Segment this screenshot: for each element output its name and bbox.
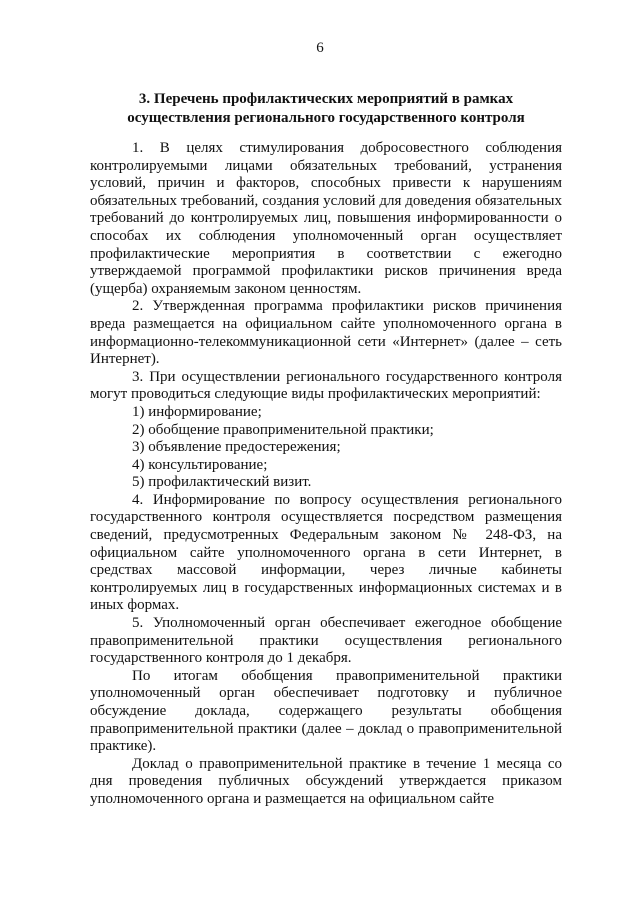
paragraph-1: 1. В целях стимулирования добросовестного соблюдения контролируемыми лицами обязательных требований, устранения условий, причин и факторов, способных привести к нарушениям обязательных требований, создания условий для доведения обязательных требований до контролируемых лиц, повышения информированности о способах их соблюдения уполномоченный орган осуществляет профилактические мероприятия в соответствии с ежегодно утверждаемой программой профилактики рисков причинения вреда (ущерба) охраняемым законом ценностям. (90, 140, 562, 297)
paragraph-7: Доклад о правоприменительной практике в течение 1 месяца со дня проведения публичных обсуждений утверждается приказом уполномоченного органа и размещается на официальном сайте (90, 755, 562, 807)
paragraph-3: 3. При осуществлении регионального государственного контроля могут проводиться следующие виды профилактических мероприятий: (90, 368, 562, 403)
list-item: 5) профилактический визит. (132, 474, 312, 491)
document-body (90, 140, 562, 809)
section-heading (90, 90, 562, 128)
page-number: 6 (316, 40, 324, 56)
list-item: 4) консультирование; (132, 456, 268, 473)
paragraph-6: По итогам обобщения правоприменительной практики уполномоченный орган обеспечивает подготовку и публичное обсуждение доклада, содержащего результаты обобщения правоприменительной практики (далее – доклад о правоприменительной практике). (90, 667, 562, 755)
paragraph-4: 4. Информирование по вопросу осуществления регионального государственного контроля осуществляется посредством размещения сведений, предусмотренных Федеральным законом № 248-ФЗ, на официальном сайте уполномоченного органа в сети Интернет, в средствах массовой информации, через личные кабинеты контролируемых лиц в государственных информационных системах и в иных формах. (90, 491, 562, 614)
paragraph-5: 5. Уполномоченный орган обеспечивает ежегодное обобщение правоприменительной практики осуществления регионального государственного контроля до 1 декабря. (90, 615, 562, 667)
section-heading-line-1: 3. Перечень профилактических мероприятий в рамках (138, 91, 514, 107)
list-item: 2) обобщение правоприменительной практики; (132, 421, 434, 438)
paragraph-2: 2. Утвержденная программа профилактики рисков причинения вреда размещается на официальном сайте уполномоченного органа в информационно-телекоммуникационной сети «Интернет» (далее – сеть Интернет). (90, 298, 562, 368)
list-item: 3) объявление предостережения; (132, 439, 341, 456)
section-heading-line-2: осуществления регионального государственного контроля (127, 110, 525, 126)
list-item: 1) информирование; (132, 403, 262, 420)
measures-list (90, 404, 562, 492)
